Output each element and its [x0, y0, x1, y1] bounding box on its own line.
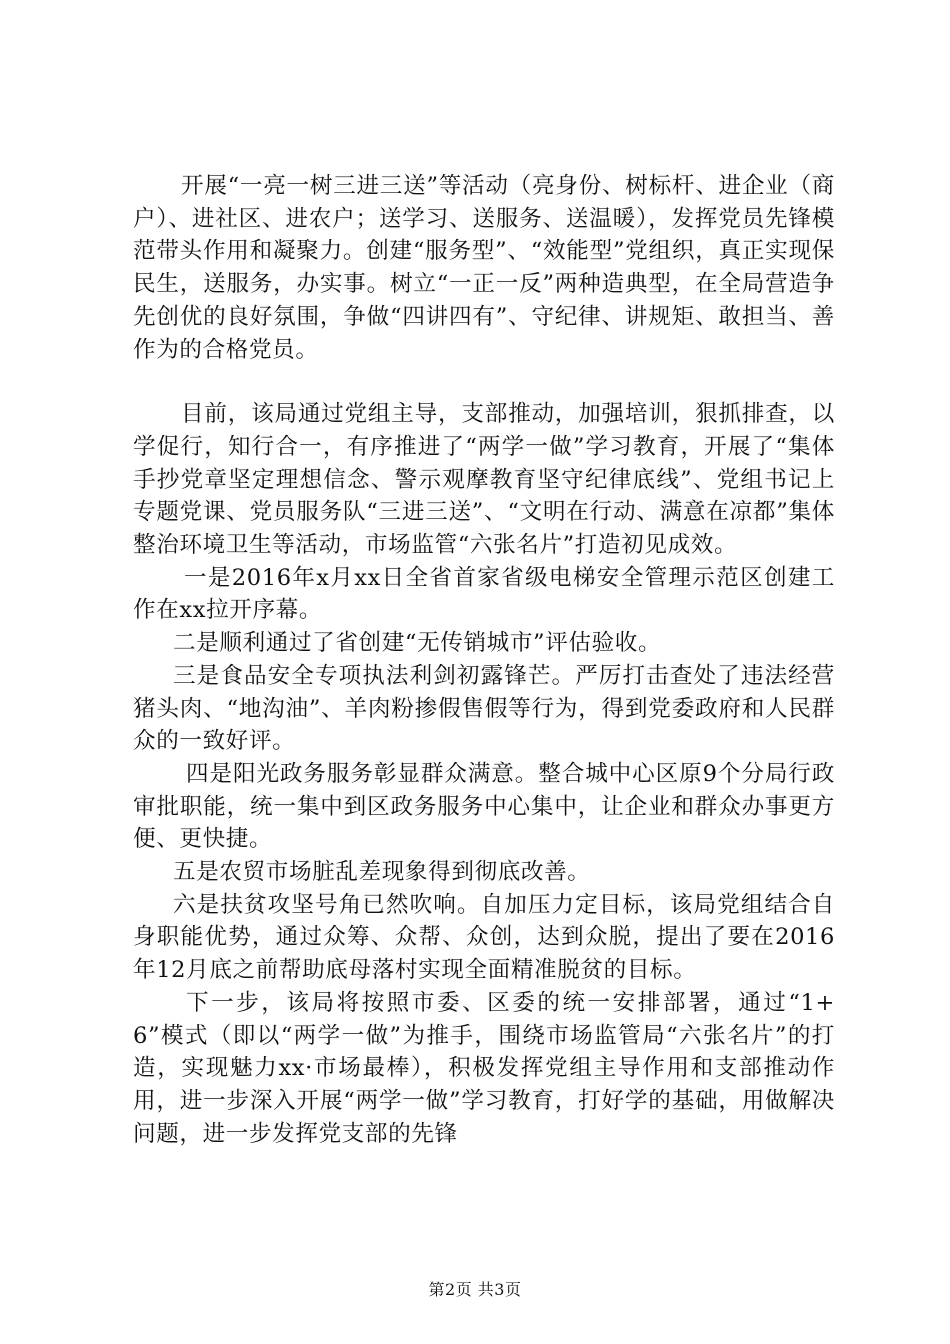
paragraph-item-four: 四是阳光政务服务彰显群众满意。整合城中心区原9个分局行政审批职能，统一集中到区政务服务中心集中，让企业和群众办事更方便、更快捷。: [133, 760, 835, 853]
paragraph-item-five: 五是农贸市场脏乱差现象得到彻底改善。: [173, 859, 591, 886]
document-body: [133, 170, 835, 1150]
page-number-footer: 第2页 共3页: [428, 1280, 522, 1299]
paragraph-item-two: 二是顺利通过了省创建“无传销城市”评估验收。: [173, 630, 662, 657]
paragraph-activities: 开展“一亮一树三进三送”等活动（亮身份、树标杆、进企业（商户）、进社区、进农户；送学习、送服务、送温暖），发挥党员先锋模范带头作用和凝聚力。创建“服务型”、“效能型”党组织，真正实现保民生，送服务，办实事。树立“一正一反”两种造典型，在全局营造争先创优的良好氛围，争做“四讲四有”、守纪律、讲规矩、敢担当、善作为的合格党员。: [133, 173, 835, 363]
paragraph-next-steps: 下一步，该局将按照市委、区委的统一安排部署，通过“1+6”模式（即以“两学一做”为推手，围绕市场监管局“六张名片”的打造，实现魅力xx·市场最棒），积极发挥党组主导作用和支部推动作用，进一步深入开展“两学一做”学习教育，打好学的基础，用做解决问题，进一步发挥党支部的先锋: [133, 989, 835, 1147]
paragraph-item-six: 六是扶贫攻坚号角已然吹响。自加压力定目标，该局党组结合自身职能优势，通过众筹、众帮、众创，达到众脱，提出了要在2016年12月底之前帮助底母落村实现全面精准脱贫的目标。: [133, 891, 835, 984]
paragraph-current-progress: 目前，该局通过党组主导，支部推动，加强培训，狠抓排查，以学促行，知行合一，有序推进了“两学一做”学习教育，开展了“集体手抄党章坚定理想信念、警示观摩教育坚守纪律底线”、党组书记上专题党课、党员服务队“三进三送”、“文明在行动、满意在凉都”集体整治环境卫生等活动，市场监管“六张名片”打造初见成效。: [133, 401, 835, 559]
paragraph-item-three: 三是食品安全专项执法利剑初露锋芒。严厉打击查处了违法经营猪头肉、“地沟油”、羊肉粉掺假售假等行为，得到党委政府和人民群众的一致好评。: [133, 662, 835, 755]
paragraph-item-one: 一是2016年x月xx日全省首家省级电梯安全管理示范区创建工作在xx拉开序幕。: [133, 564, 835, 624]
